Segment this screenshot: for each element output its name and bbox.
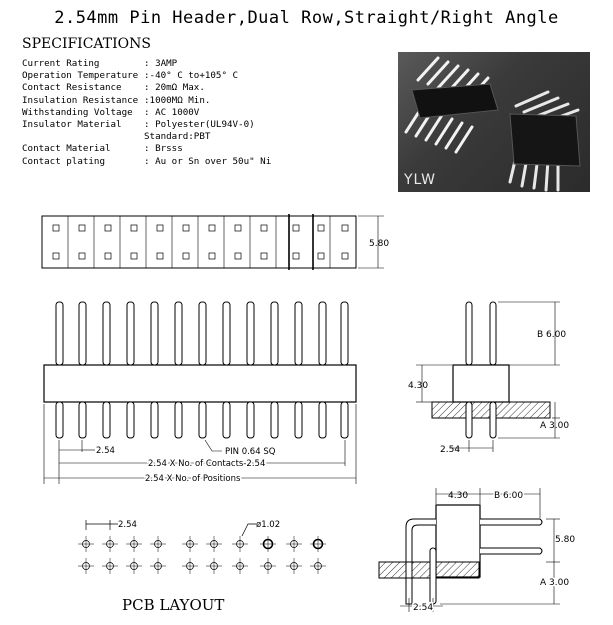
side-view-straight [408,302,569,455]
spec-label: Contact plating [22,155,105,167]
spec-value: : AC 1000V [144,106,200,118]
dim-positions-formula: 2.54 X No. of Positions [145,474,241,484]
side-view-right-angle [379,488,575,613]
spec-label: Contact Resistance [22,82,122,94]
page-title: 2.54mm Pin Header,Dual Row,Straight/Right Angle [54,8,559,28]
spec-value: : Au or Sn over 50u" Ni [144,155,272,167]
pcb-hole-diameter: ø1.02 [256,520,281,530]
spec-label: Contact Material [22,143,111,155]
dim-pin-size: PIN 0.64 SQ [225,447,276,457]
dim-a-3: A 3.00 [540,421,570,431]
brand-watermark: YLW [404,172,436,188]
spec-value: : Polyester(UL94V-0) [144,119,255,131]
spec-label: Withstanding Voltage [22,106,133,118]
spec-label: Operation Temperature [22,70,139,82]
spec-value: :-40° C to+105° C [144,70,239,82]
ra-dim-5-80: 5.80 [555,535,576,545]
top-view [42,214,389,270]
spec-value: :1000MΩ Min. [144,94,211,106]
ra-dim-pitch: 2.54 [413,603,434,613]
spec-label: Insulation Resistance [22,94,139,106]
dim-b-6: B 6.00 [537,330,567,340]
specifications-heading: SPECIFICATIONS [22,36,151,52]
ra-dim-4-30: 4.30 [448,491,469,501]
dim-4-30: 4.30 [408,381,429,391]
dim-pitch: 2.54 [96,446,115,456]
front-view [44,302,356,484]
spec-value: Standard:PBT [144,131,211,143]
spec-label: Insulator Material [22,119,122,131]
dim-side-pitch: 2.54 [440,445,461,455]
spec-value: : 3AMP [144,58,178,69]
dim-contacts-formula: 2.54 X No. of Contacts-2.54 [148,459,266,469]
pcb-pitch: 2.54 [118,520,137,530]
spec-value: : Brsss [144,143,183,155]
pcb-layout [78,520,326,574]
dim-top-height: 5.80 [369,239,390,249]
pcb-layout-label: PCB LAYOUT [122,596,225,614]
ra-dim-a-3: A 3.00 [540,578,570,588]
spec-value: : 20mΩ Max. [144,82,205,94]
spec-label: Current Rating [22,58,100,69]
ra-dim-b-6: B 6.00 [494,491,524,501]
